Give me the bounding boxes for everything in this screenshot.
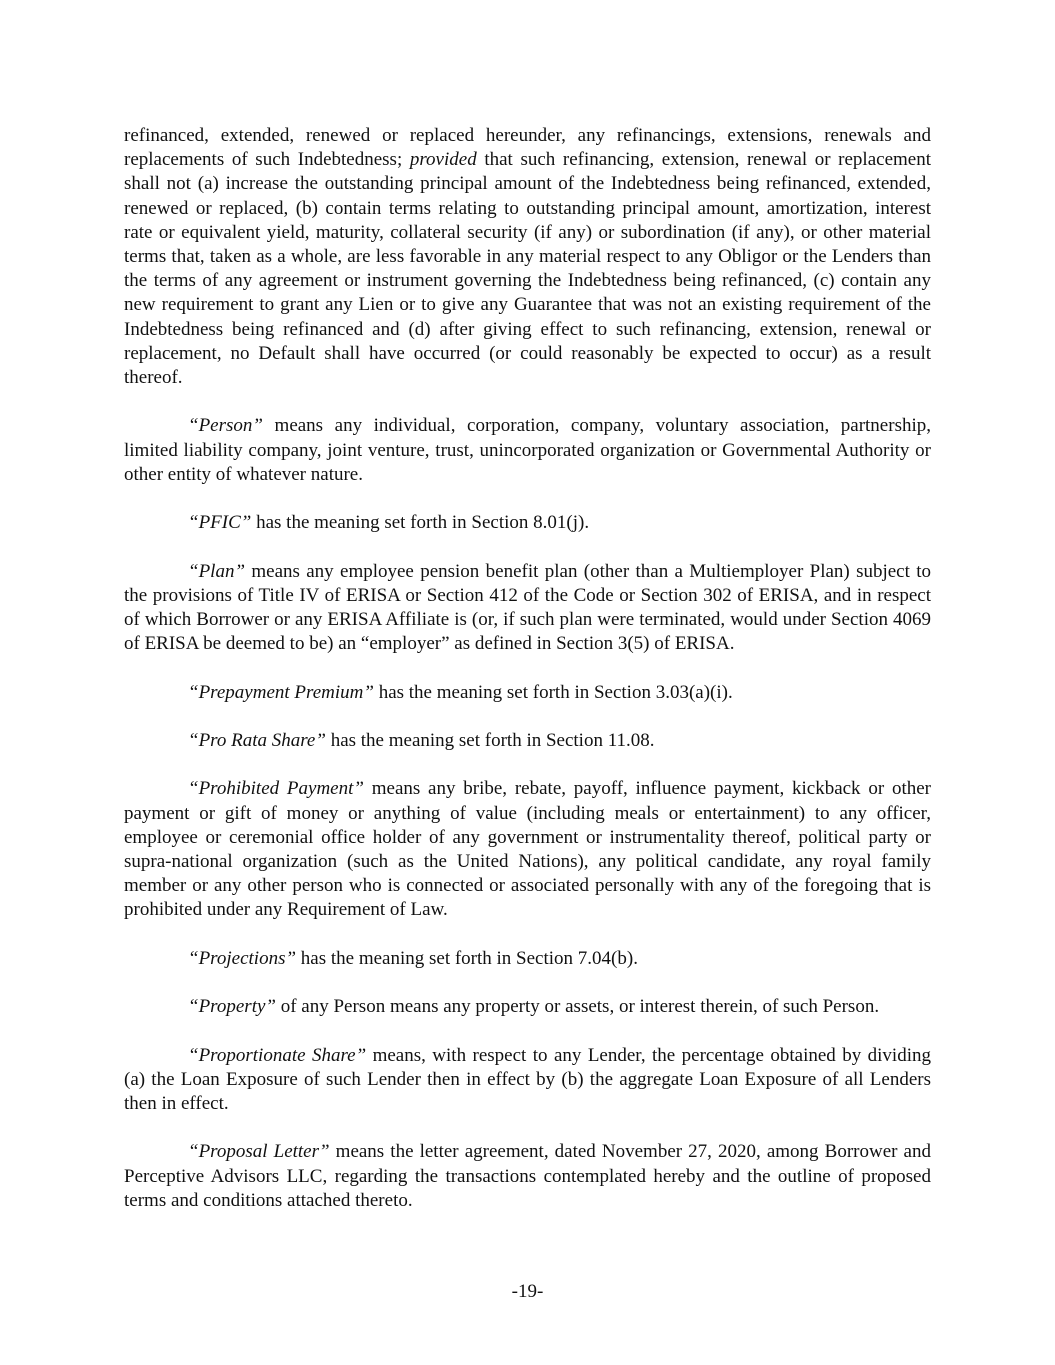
definition-person [124,414,931,487]
document-page [124,124,931,1213]
definition-body: means the letter agreement, dated November 27, 2020, among Borrower and Perceptive Advisors LLC, regarding the transactions contemplated hereby and the outline of proposed terms and conditions attached thereto. [124,1141,931,1211]
definition-body: of any Person means any property or assets, or interest therein, of such Person. [275,996,880,1018]
provided-term: provided [409,149,477,171]
definition-proposal-letter [124,1140,931,1213]
defined-term: “Projections” [188,947,297,969]
defined-term: “Prohibited Payment” [188,778,364,800]
definition-plan [124,560,931,657]
defined-term: “PFIC” [188,512,252,534]
page-number: -19- [511,1281,544,1302]
definition-pfic [124,511,931,535]
defined-term: “Prepayment Premium” [188,681,374,703]
definition-prohibited-payment [124,777,931,922]
definition-prepayment-premium [124,681,931,705]
continuation-paragraph [124,124,931,390]
continuation-text-a: refinanced, extended, renewed or replaced hereunder, any refinancings, extensions, renewals and replacements of such Indebtedness; [124,125,931,171]
definition-body: has the meaning set forth in Section 8.01(j). [251,512,590,534]
defined-term: “Plan” [188,560,246,582]
defined-term: “Proportionate Share” [188,1044,367,1066]
definition-proportionate-share [124,1044,931,1117]
defined-term: “Pro Rata Share” [188,730,326,751]
definition-body: means, with respect to any Lender, the percentage obtained by dividing (a) the Loan Exposure of such Lender then in effect by (b) the aggregate Loan Exposure of all Lenders then in effect. [124,1044,931,1114]
definition-body: means any employee pension benefit plan (other than a Multiemployer Plan) subject to the provisions of Title IV of ERISA or Section 412 of the Code or Section 302 of ERISA, and in respect of which Borrower or any ERISA Affiliate is (or, if such plan were terminated, would under Section 4069 of ERISA be deemed to be) an “employer” as defined in Section 3(5) of ERISA. [124,560,931,655]
continuation-text-b: that such refinancing, extension, renewal or replacement shall not (a) increase the outstanding principal amount of the Indebtedness being refinanced, extended, renewed or replaced, (b) contain terms relating to outstanding principal amount, amortization, interest rate or equivalent yield, maturity, collateral security (if any) or subordination (if any), or other material terms that, taken as a whole, are less favorable in any material respect to any Obligor or the Lenders than the terms of any agreement or instrument governing the Indebtedness being refinanced, (c) contain any new requirement to grant any Lien or to give any Guarantee that was not an existing requirement of the Indebtedness being refinanced and (d) after giving effect to such refinancing, extension, renewal or replacement, no Default shall have occurred (or could reasonably be expected to occur) as a result thereof. [124,149,931,389]
definition-property [124,995,931,1019]
defined-term: “Property” [188,996,276,1018]
definition-projections [124,947,931,971]
definition-body: has the meaning set forth in Section 3.03(a)(i). [373,681,733,703]
definition-body: means any bribe, rebate, payoff, influence payment, kickback or other payment or gift of money or anything of value (including meals or entertainment) to any officer, employee or ceremonial office holder of any government or instrumentality thereof, political party or supra-national organization (such as the United Nations), any political candidate, any royal family member or any other person who is connected or associated personally with any of the foregoing that is prohibited under any Requirement of Law. [124,778,931,921]
definition-pro-rata-share [124,729,931,753]
defined-term: “Proposal Letter” [188,1141,330,1163]
definition-body: has the meaning set forth in Section 7.04(b). [296,947,638,969]
defined-term: “Person” [188,415,263,437]
definition-body: means any individual, corporation, company, voluntary association, partnership, limited liability company, joint venture, trust, unincorporated organization or Governmental Authority or other entity of whatever nature. [124,415,931,485]
definition-body: has the meaning set forth in Section 11.08. [325,730,655,751]
